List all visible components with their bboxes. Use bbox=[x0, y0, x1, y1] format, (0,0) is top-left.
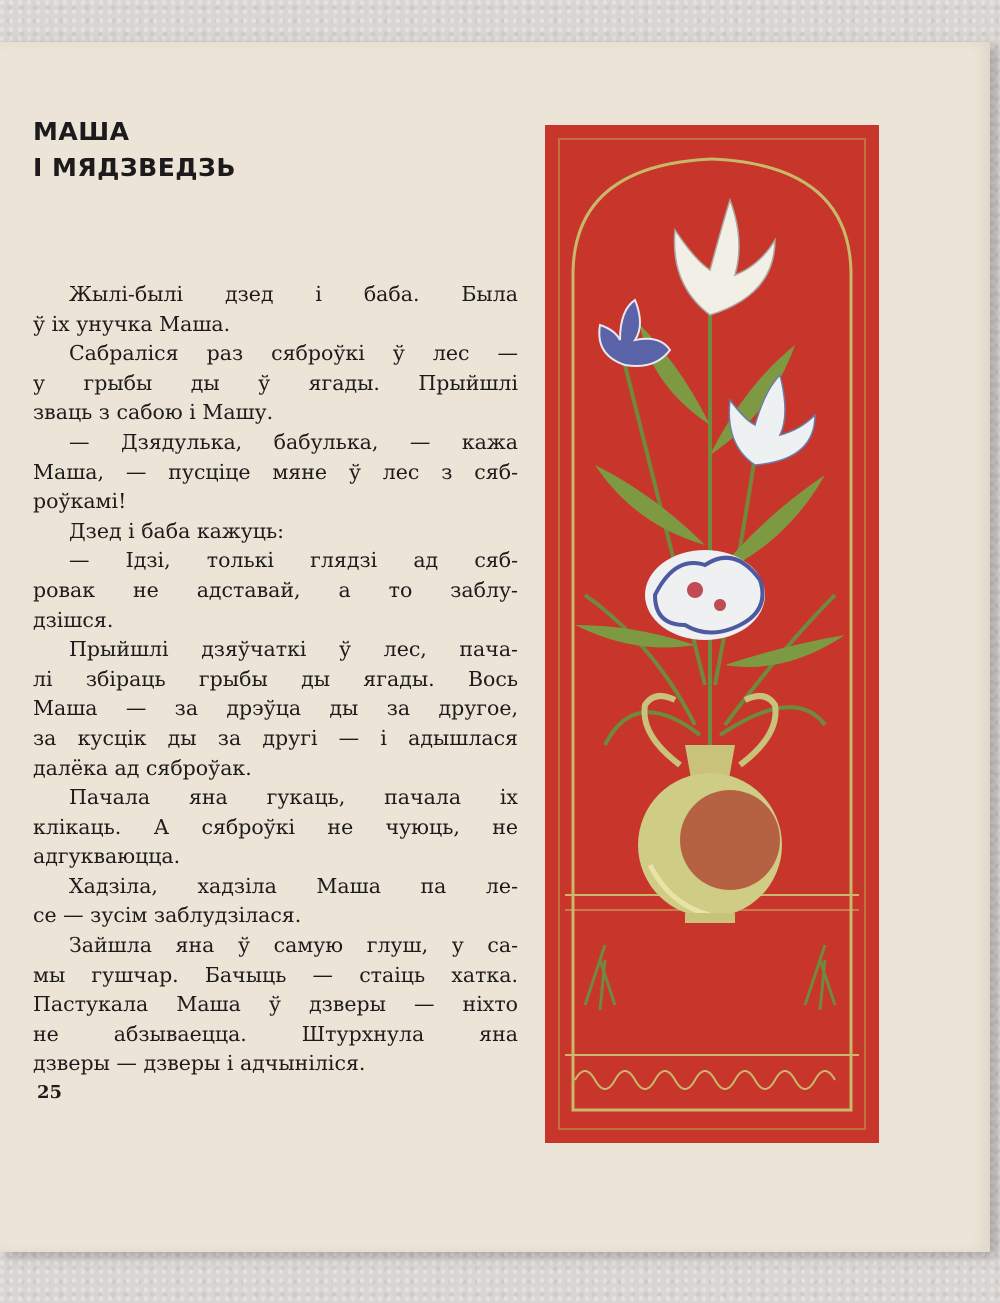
story-line: Дзед і баба кажуць: bbox=[69, 518, 285, 543]
story-title bbox=[33, 114, 236, 186]
white-tulip bbox=[674, 200, 775, 315]
story-line: Сабраліся раз сяброўкі ў лес — bbox=[69, 341, 518, 366]
story-line: далёка ад сяброўак. bbox=[33, 755, 252, 780]
story-line: Жылі-былі дзед і баба. Была bbox=[69, 282, 518, 306]
story-line: дзішся. bbox=[33, 607, 114, 632]
story-line: ровак не адставай, а то заблу- bbox=[33, 577, 518, 602]
story-title-line-1: МАША bbox=[33, 117, 130, 146]
story-line: не абзываецца. Штурхнула яна bbox=[33, 1021, 518, 1046]
flower-vase-illustration bbox=[545, 125, 879, 1143]
story-line: — Ідзі, толькі глядзі ад сяб- bbox=[69, 548, 518, 573]
story-line: за кусцік ды за другі — і адышлася bbox=[33, 725, 518, 750]
story-line: у грыбы ды ў ягады. Прыйшлі bbox=[33, 370, 518, 395]
story-line: Маша — за дрэўца ды за другое, bbox=[33, 696, 518, 721]
story-line: зваць з сабою і Машу. bbox=[33, 400, 274, 425]
page-number: 25 bbox=[37, 1082, 63, 1103]
story-line: Зайшла яна ў самую глуш, у са- bbox=[69, 933, 518, 958]
story-line: мы гушчар. Бачыць — стаіць хатка. bbox=[33, 962, 518, 987]
illustration-svg bbox=[545, 125, 879, 1143]
story-line: Хадзіла, хадзіла Маша па ле- bbox=[69, 873, 518, 898]
story-line: Пачала яна гукаць, пачала іх bbox=[69, 785, 518, 810]
blue-iris bbox=[599, 300, 670, 366]
story-line: адгукваюцца. bbox=[33, 844, 181, 869]
story-line: се — зусім заблудзілася. bbox=[33, 903, 302, 928]
story-line: — Дзядулька, бабулька, — кажа bbox=[69, 429, 518, 454]
story-line: роўкамі! bbox=[33, 489, 127, 514]
story-line: Маша, — пусціце мяне ў лес з сяб- bbox=[33, 459, 518, 484]
story-line: Прыйшлі дзяўчаткі ў лес, пача- bbox=[69, 637, 518, 662]
story-line: Пастукала Маша ў дзверы — ніхто bbox=[33, 992, 518, 1017]
grass bbox=[585, 945, 835, 1010]
story-line: лі збіраць грыбы ды ягады. Вось bbox=[33, 666, 518, 691]
book-page bbox=[0, 42, 990, 1252]
story-line: клікаць. А сяброўкі не чуюць, не bbox=[33, 814, 518, 839]
story-title-line-2: І МЯДЗВЕДЗЬ bbox=[33, 153, 236, 182]
white-tulip-right bbox=[729, 375, 815, 465]
story-line: дзверы — дзверы і адчыніліся. bbox=[33, 1051, 366, 1076]
story-line: ў іх унучка Маша. bbox=[33, 311, 231, 336]
ornament-band bbox=[575, 1071, 835, 1089]
story-text bbox=[33, 280, 518, 1079]
big-flower bbox=[645, 550, 765, 640]
